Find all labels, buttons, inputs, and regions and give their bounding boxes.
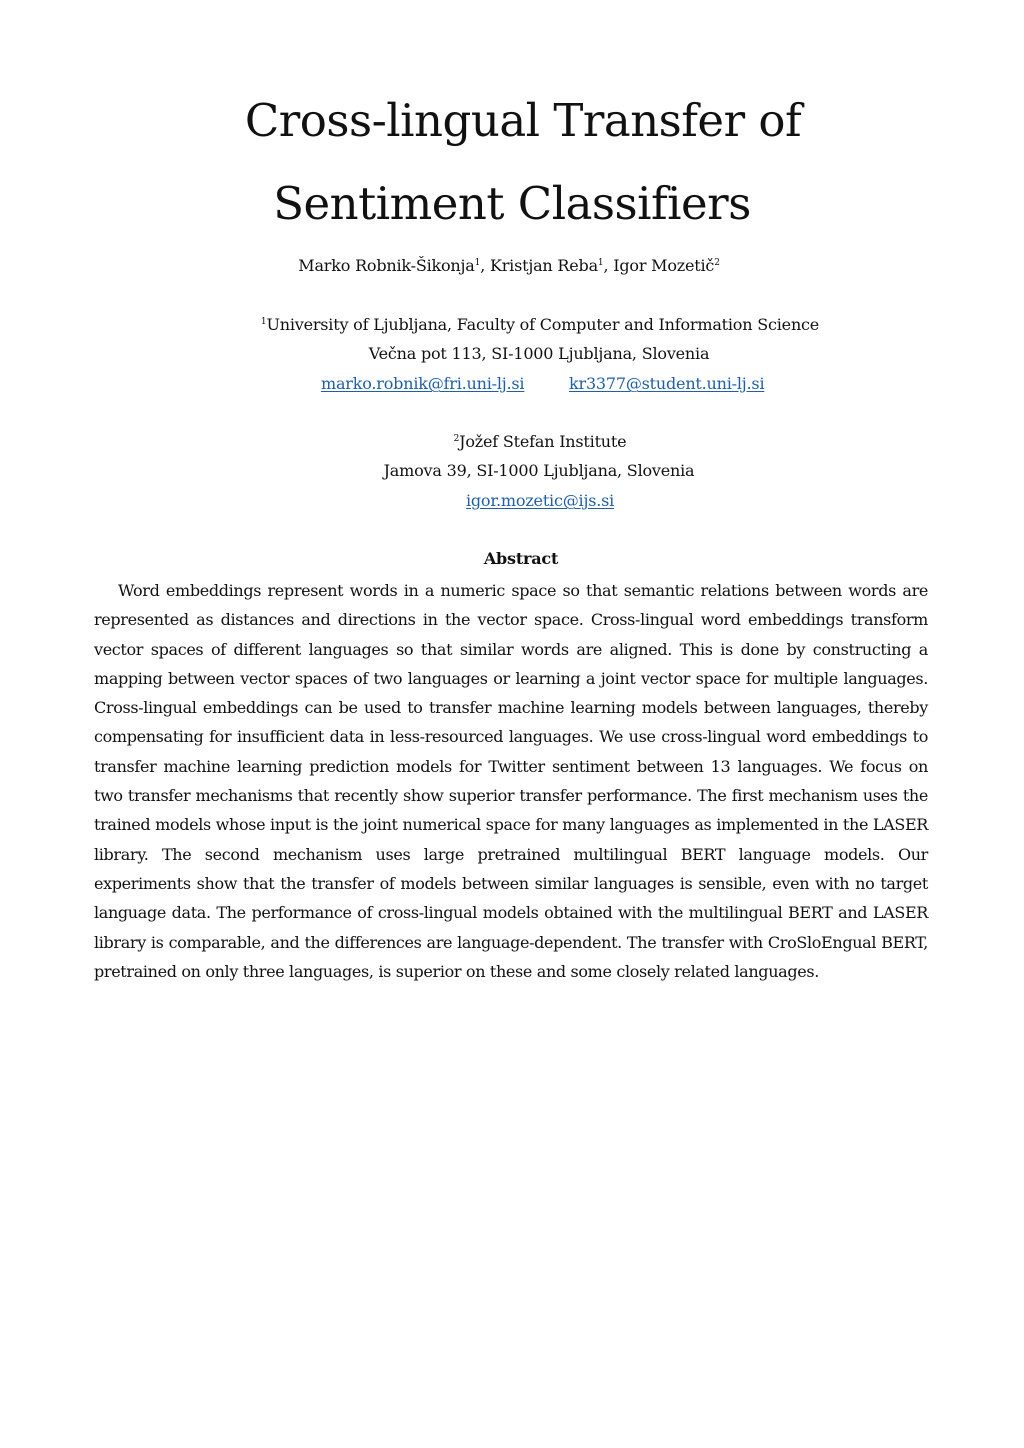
author-separator: , bbox=[603, 256, 614, 275]
author-name: Marko Robnik-Šikonja bbox=[298, 256, 475, 275]
affiliation-1-name-line bbox=[0, 315, 1024, 334]
affil-mark: 2 bbox=[453, 434, 460, 444]
author-separator: , bbox=[480, 256, 490, 275]
author-list bbox=[0, 256, 1024, 275]
affiliation-1-address: Večna pot 113, SI-1000 Ljubljana, Slovenia bbox=[368, 344, 710, 363]
author-name: Kristjan Reba bbox=[489, 256, 598, 275]
email-link-reba[interactable]: kr3377@student.uni-lj.si bbox=[569, 374, 765, 393]
affiliation-1-name: University of Ljubljana, Faculty of Computer and Information Science bbox=[266, 315, 820, 334]
author-name: Igor Mozetič bbox=[613, 256, 715, 275]
affiliation-2-name-line bbox=[0, 432, 1024, 451]
author-affil-mark: 1 bbox=[474, 258, 481, 268]
abstract-text: Word embeddings represent words in a numeric space so that semantic relations between words are represented as distances and directions in the vector space. Cross-lingual word embeddings transform vector spaces of different languages so that similar words are aligned. This is done by constructing a mapping between vector spaces of two languages or learning a joint vector space for multiple languages. Cross-lingual embeddings can be used to transfer machine learning models between languages, thereby compensating for insufficient data in less-resourced languages. We use cross-lingual word embeddings to transfer machine learning prediction models for Twitter sentiment between 13 languages. We focus on two transfer mechanisms that recently show superior transfer performance. The first mechanism uses the trained models whose input is the joint numerical space for many languages as implemented in the LASER library. The second mechanism uses large pretrained multilingual BERT language models. Our experiments show that the transfer of models between similar languages is sensible, even with no target language data. The performance of cross-lingual models obtained with the multilingual BERT and LASER library is comparable, and the differences are language-dependent. The transfer with CroSloEngual BERT, pretrained on only three languages, is superior on these and some closely related languages. bbox=[94, 581, 928, 981]
affil-mark: 1 bbox=[260, 317, 267, 327]
email-link-robnik[interactable]: marko.robnik@fri.uni-lj.si bbox=[321, 374, 525, 393]
title-line-2: Sentiment Classifiers bbox=[273, 177, 751, 230]
email-link-mozetic[interactable]: igor.mozetic@ijs.si bbox=[465, 491, 615, 510]
affiliation-2-name: Jožef Stefan Institute bbox=[459, 432, 627, 451]
affiliation-1-emails bbox=[0, 374, 1024, 396]
author-affil-mark: 1 bbox=[597, 258, 604, 268]
title-line-1: Cross-lingual Transfer of bbox=[244, 94, 802, 147]
abstract-heading: Abstract bbox=[483, 549, 559, 568]
affiliation-2-address: Jamova 39, SI-1000 Ljubljana, Slovenia bbox=[383, 461, 695, 480]
affiliation-2-email-line bbox=[0, 491, 1024, 510]
author-affil-mark: 2 bbox=[714, 258, 720, 268]
